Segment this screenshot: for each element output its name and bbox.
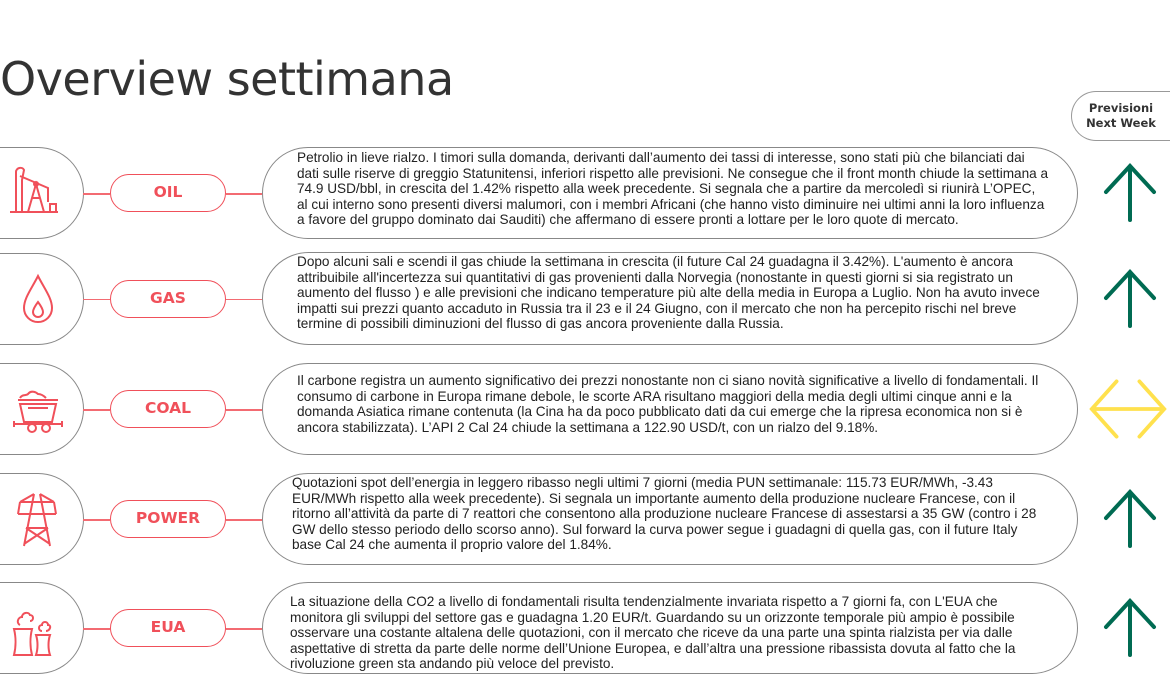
commodity-summary [262,582,1078,674]
page-title: Overview settimana [0,52,454,106]
connector-line [226,409,262,411]
connector-line [226,628,262,630]
summary-text: Dopo alcuni sali e scendi il gas chiude la settimana in crescita (il future Cal 24 guadagna il 3.42%). L'aumento è ancora attribuibile all'incertezza sui quantitativi di gas provenienti dalla Norvegia (nonostante in questi giorni si sia registrato un aumento del flusso ) e alle previsioni che indicano temperature più alte della media in Europa a Luglio. Non ha avuto invece impatti sui prezzi quanto accaduto in Russia tra il 23 e il 24 Giugno, con il mercato che non ha percepito rischi nel breve termine di possibili diminuzioni del flusso di gas ancora proveniente dalla Russia. [297,254,1040,332]
commodity-label: POWER [110,500,226,538]
icon-circle [0,582,84,674]
commodity-label: GAS [110,280,226,318]
forecast-header-line2: Next Week [1086,116,1156,130]
connector-line [226,193,262,195]
forecast-header [1071,91,1170,141]
icon-circle [0,363,84,455]
commodity-label: COAL [110,390,226,428]
summary-text: Quotazioni spot dell’energia in leggero ribasso negli ultimi 7 giorni (media PUN settimanale: 115.73 EUR/MWh, -3.43 EUR/MWh rispetto alla week precedente). Si segnala un importante aumento della produzione nucleare Francese, con il ritorno all’attività da parte di 7 reattori che consentono alla produzione nucleare Francese di assestarsi a 35 GW (contro i 28 GW dello stesso periodo dello scorso anno). Sul forward la curva power segue i guadagni di quella gas, con il future Italy base Cal 24 che aumenta il proprio valore del 1.84%. [292,475,1037,553]
summary-text: Petrolio in lieve rialzo. I timori sulla domanda, derivanti dall’aumento dei tassi di interesse, sono stati più che bilanciati dai dati sulle riserve di greggio Statunitensi, inferiori rispetto alle previsioni. Ne consegue che il front month chiude la settimana a 74.9 USD/bbl, in crescita del 1.42% rispetto alla week precedente. Si segnala che a partire da mercoledì si riunirà L’OPEC, al cui interno sono presenti diversi malumori, con i membri Africani (che hanno visto diminuire nei ultimi anni la loro influenza a favore del gruppo dominato dai Sauditi) che affermano di essere pronti a lottare per le loro quote di mercato. [297,150,1049,228]
icon-circle [0,473,84,565]
commodity-summary [262,363,1078,455]
connector-line [83,193,110,195]
arrow-up-icon [1098,266,1162,334]
summary-text: La situazione della CO2 a livello di fondamentali risulta tendenzialmente invariata rispetto a 7 giorni fa, con L'EUA che monitora gli sviluppi del settore gas e guadagna 1.20 EUR/t. Guardando su un orizzonte temporale più ampio è possibile osservare una costante altalena delle quotazioni, con il mercato che riceve da una parte una spinta rialzista per via dalle aspettative di stretta da parte delle norme dell’Unione Europea, e dall’altra una pressione ribassista dovuta al fatto che la rivoluzione green sta andando più veloce del previsto. [290,594,1016,672]
arrow-up-icon [1098,160,1162,228]
connector-line [83,628,110,630]
summary-text: Il carbone registra un aumento significativo dei prezzi nonostante non ci siano novità significative a livello di fondamentali. Il consumo di carbone in Europa rimane debole, le scorte ARA risultano maggiori della media degli ultimi cinque anni e la domanda Asiatica rimane contenuta (la Cina ha da poco pubblicato dati da cui emerge che la ripresa economica non si è ancora stabilizzata). L’API 2 Cal 24 chiude la settimana a 122.90 USD/t, con un rialzo del 9.18%. [297,373,1039,435]
icon-circle [0,147,84,239]
connector-line [226,519,262,521]
commodity-summary [262,252,1078,345]
connector-line [83,299,110,301]
commodity-label: EUA [110,609,226,647]
connector-line [83,519,110,521]
connector-line [83,409,110,411]
arrow-up-icon [1098,595,1162,663]
arrow-left-right-icon [1088,376,1168,446]
icon-circle [0,253,84,345]
commodity-label: OIL [110,174,226,212]
arrow-up-icon [1098,486,1162,554]
commodity-summary [262,473,1078,565]
commodity-summary [262,147,1078,239]
forecast-header-line1: Previsioni [1088,101,1154,115]
connector-line [226,299,262,301]
